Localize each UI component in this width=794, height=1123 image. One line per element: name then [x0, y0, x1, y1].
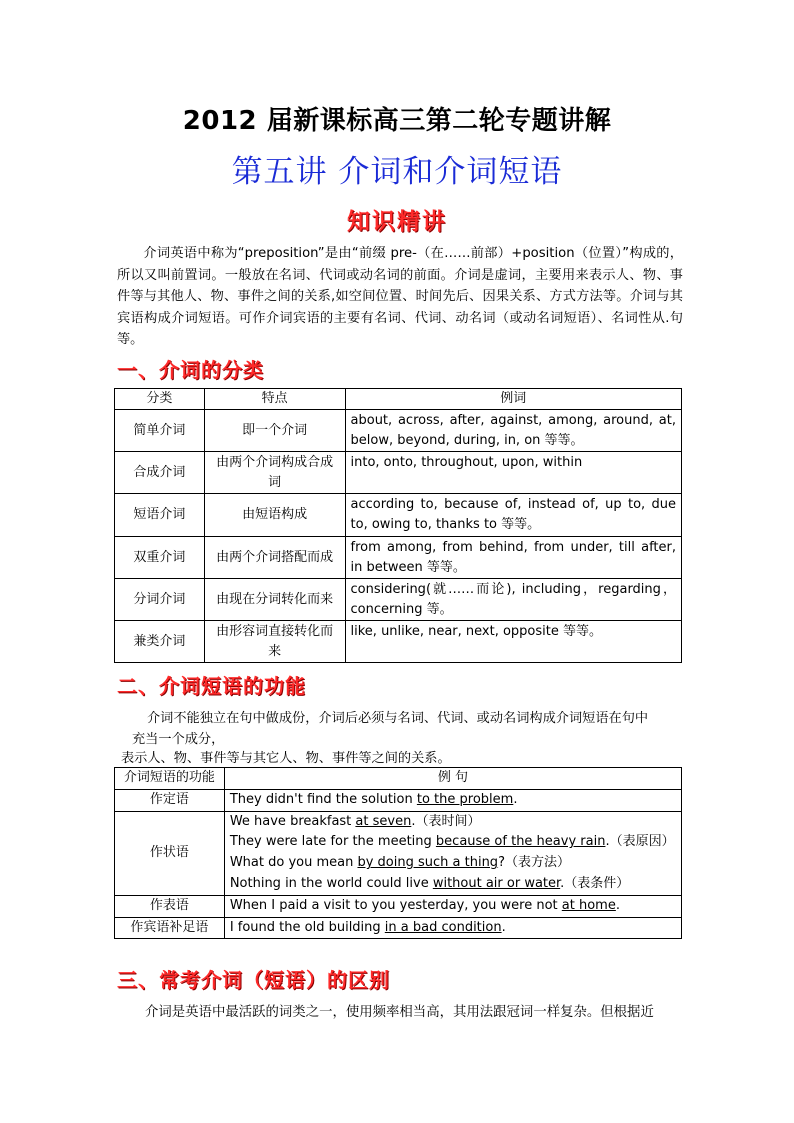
example-sentence: [230, 918, 676, 939]
function-cell: 作状语: [115, 811, 225, 895]
underlined-phrase: in a bad condition: [384, 919, 502, 935]
example-sentence: [230, 896, 676, 917]
table-row: [115, 917, 682, 939]
table-row: [115, 537, 682, 579]
table-row: [115, 452, 682, 494]
sentence-text: They didn't find the solution: [229, 791, 417, 807]
table-row: [115, 410, 682, 452]
underlined-phrase: without air or water: [432, 875, 561, 891]
sentence-cell: [224, 789, 681, 811]
sentence-cell: [224, 811, 681, 895]
header-cell: 例 句: [224, 768, 681, 790]
function-text-line: 充当一个成分，: [132, 732, 225, 747]
section-banner: 知识精讲: [347, 209, 447, 235]
sentence-text: .: [513, 791, 518, 807]
feature-cell: 由形容词直接转化而来: [204, 621, 345, 663]
table-header-row: [115, 768, 682, 790]
header-cell: 分类: [115, 389, 205, 410]
feature-cell: 由短语构成: [204, 494, 345, 537]
feature-cell: 由两个介词搭配而成: [204, 537, 345, 579]
header-cell: 介词短语的功能: [115, 768, 225, 790]
type-cell: 双重介词: [115, 537, 205, 579]
sentence-text: .（表条件）: [560, 875, 630, 891]
examples-cell: considering(就……而论), including，regarding，concerning 等。: [345, 579, 681, 621]
type-cell: 兼类介词: [115, 621, 205, 663]
sentence-text: .（表原因）: [605, 834, 675, 850]
table-row: [115, 811, 682, 895]
examples-cell: like, unlike, near, next, opposite 等等。: [345, 621, 681, 663]
section2-heading: 二、介词短语的功能: [117, 674, 306, 698]
type-cell: 简单介词: [115, 410, 205, 452]
function-text-line: 表示人、物、事件等与其它人、物、事件等之间的关系。: [121, 751, 451, 766]
examples-cell: from among, from behind, from under, till after, in between 等等。: [345, 537, 681, 579]
type-cell: 分词介词: [115, 579, 205, 621]
underlined-phrase: because of the heavy rain: [435, 834, 606, 850]
function-cell: 作宾语补足语: [115, 917, 225, 939]
type-cell: 短语介词: [115, 494, 205, 537]
function-cell: 作表语: [115, 895, 225, 917]
sentence-text: ?（表方法）: [498, 855, 570, 871]
intro-paragraph: [117, 243, 683, 351]
lecture-subtitle: 第五讲 介词和介词短语: [231, 154, 563, 190]
table-row: [115, 621, 682, 663]
sentence-cell: [224, 917, 681, 939]
section3-heading: 三、常考介词（短语）的区别: [117, 968, 390, 992]
header-cell: 例词: [345, 389, 681, 410]
examples-cell: according to, because of, instead of, up to, due to, owing to, thanks to 等等。: [345, 494, 681, 537]
sentence-text: What do you mean: [229, 855, 358, 871]
table-header-row: [115, 389, 682, 410]
sentence-text: .: [615, 897, 620, 913]
underlined-phrase: by doing such a thing: [357, 855, 499, 871]
document-title: 2012 届新课标高三第二轮专题讲解: [182, 106, 612, 136]
feature-cell: 即一个介词: [204, 410, 345, 452]
section1-heading: 一、介词的分类: [117, 358, 264, 382]
example-sentence: [230, 874, 676, 895]
example-sentence: [230, 812, 676, 833]
section3-text: 介词是英语中最活跃的词类之一，使用频率相当高，其用法跟冠词一样复杂。但根据近: [145, 1005, 654, 1020]
sentence-text: Nothing in the world could live: [229, 875, 433, 891]
sentence-text: .（表时间）: [411, 813, 481, 829]
examples-cell: about, across, after, against, among, around, at, below, beyond, during, in, on 等等。: [345, 410, 681, 452]
example-sentence: [230, 832, 676, 853]
phrase-function-table: [114, 767, 682, 939]
example-sentence: [230, 853, 676, 874]
table-row: [115, 494, 682, 537]
feature-cell: 由现在分词转化而来: [204, 579, 345, 621]
underlined-phrase: to the problem: [416, 791, 514, 807]
sentence-text: When I paid a visit to you yesterday, you were not: [229, 897, 562, 913]
sentence-text: .: [501, 919, 506, 935]
example-sentence: [230, 790, 676, 811]
table-row: [115, 789, 682, 811]
sentence-cell: [224, 895, 681, 917]
table-row: [115, 579, 682, 621]
sentence-text: They were late for the meeting: [229, 834, 436, 850]
feature-cell: 由两个介词构成合成词: [204, 452, 345, 494]
type-cell: 合成介词: [115, 452, 205, 494]
sentence-text: We have breakfast: [229, 813, 356, 829]
examples-cell: into, onto, throughout, upon, within: [345, 452, 681, 494]
intro-text: 介词英语中称为“preposition”是由“前缀 pre-（在……前部）+position（位置）”构成的，所以又叫前置词。一般放在名词、代词或动名词的前面。介词是虚词，主要用来表示人、物、事件等与其他人、物、事件之间的关系,如空间位置、时间先后、因果关系、方式方法等。介词与其宾语构成介词短语。可作介词宾语的主要有名词、代词、动名词（或动名词短语）、名词性从.句等。: [117, 246, 683, 348]
preposition-classification-table: [114, 388, 682, 663]
function-text-line: 介词不能独立在句中做成份，介词后必须与名词、代词、或动名词构成介词短语在句中: [147, 711, 649, 726]
underlined-phrase: at seven: [355, 813, 412, 829]
function-cell: 作定语: [115, 789, 225, 811]
underlined-phrase: at home: [561, 897, 616, 913]
header-cell: 特点: [204, 389, 345, 410]
table-row: [115, 895, 682, 917]
sentence-text: I found the old building: [229, 919, 385, 935]
